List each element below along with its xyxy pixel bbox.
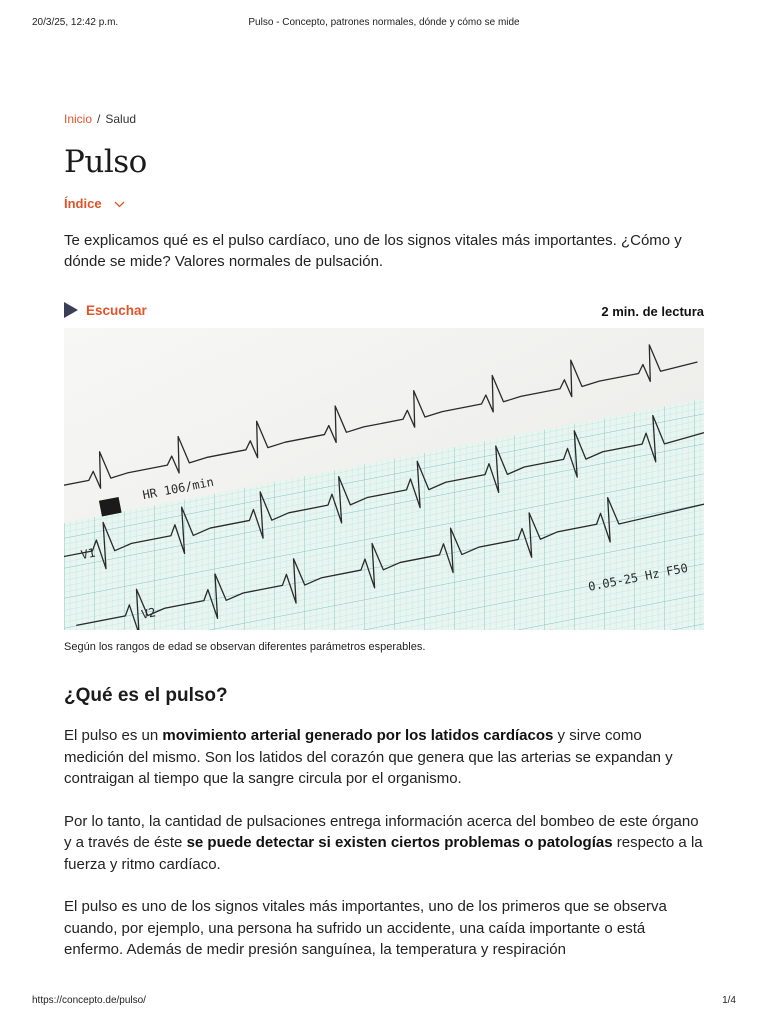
image-caption: Según los rangos de edad se observan diferentes parámetros esperables. bbox=[64, 641, 426, 653]
paragraph-2-text: Por lo tanto, la cantidad de pulsaciones entrega información acerca del bombeo de este órgano y a través de éste bbox=[64, 812, 699, 851]
ecg-hr-label: HR 106/min bbox=[141, 474, 215, 503]
print-page-title: Pulso - Concepto, patrones normales, dónde y cómo se mide bbox=[248, 17, 520, 28]
page-title: Pulso bbox=[64, 144, 147, 180]
ecg-strip-image bbox=[64, 328, 704, 630]
intro-text: Te explicamos qué es el pulso cardíaco, uno de los signos vitales más importantes. ¿Cómo y dónde se mide? Valores normales de pulsación. bbox=[64, 232, 682, 270]
paragraph-1-text: El pulso es un bbox=[64, 727, 163, 744]
print-page-number: 1/4 bbox=[722, 995, 736, 1006]
ecg-speed-label: 0.05-25 Hz F50 bbox=[587, 560, 689, 594]
listen-button[interactable] bbox=[64, 302, 147, 318]
breadcrumb-home-link[interactable]: Inicio bbox=[64, 112, 93, 126]
play-icon bbox=[64, 302, 78, 318]
ecg-lead-v2-label: V2 bbox=[140, 605, 157, 622]
read-time: 2 min. de lectura bbox=[601, 304, 704, 319]
paragraph-3: El pulso es uno de los signos vitales más importantes, uno de los primeros que se observa cuando, por ejemplo, una persona ha sufrido un accidente, una caída importante o está enfermo. Además de medir presión sanguínea, la temperatura y respiración bbox=[64, 898, 667, 958]
breadcrumb-separator: / bbox=[97, 112, 101, 126]
breadcrumb-current[interactable]: Salud bbox=[105, 112, 137, 126]
article bbox=[64, 108, 704, 961]
paragraph-1-text-end: y sirve como medición del mismo. Son los latidos del corazón que genera que las arterias se expandan y contraigan al tiempo que la sangre circula por el organismo. bbox=[64, 727, 673, 787]
section-heading: ¿Qué es el pulso? bbox=[64, 685, 228, 706]
breadcrumb bbox=[64, 108, 704, 130]
paragraph-1 bbox=[64, 725, 704, 790]
paragraph-2 bbox=[64, 811, 704, 876]
paragraph-2-bold: se puede detectar si existen ciertos problemas o patologías bbox=[186, 834, 613, 851]
paragraph-2-text-end: respecto a la fuerza y ritmo cardíaco. bbox=[64, 834, 703, 873]
index-label: Índice bbox=[64, 196, 102, 211]
listen-label: Escuchar bbox=[86, 302, 147, 318]
chevron-down-icon bbox=[114, 201, 125, 208]
paragraph-1-bold: movimiento arterial generado por los latidos cardíacos bbox=[162, 727, 554, 744]
print-url: https://concepto.de/pulso/ bbox=[32, 995, 146, 1006]
listen-row bbox=[64, 302, 704, 324]
print-date: 20/3/25, 12:42 p.m. bbox=[32, 17, 119, 28]
index-toggle[interactable] bbox=[64, 194, 704, 214]
ecg-lead-v1-label: V1 bbox=[79, 545, 97, 563]
